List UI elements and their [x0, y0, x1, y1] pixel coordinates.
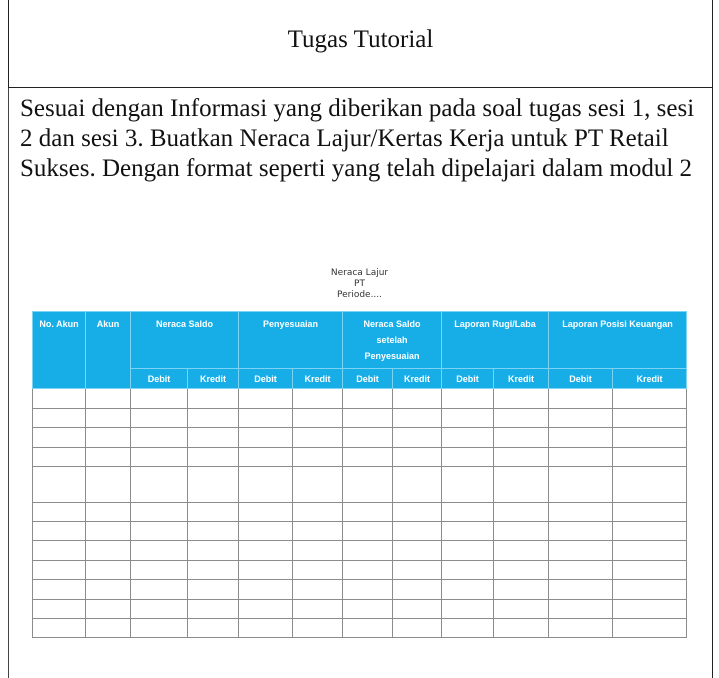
table-cell [442, 428, 494, 448]
table-cell [188, 409, 239, 428]
table-cell [239, 389, 293, 409]
table-cell [549, 561, 613, 580]
table-cell [549, 503, 613, 522]
header-debit: Debit [239, 369, 293, 389]
table-row [33, 428, 687, 448]
table-cell [131, 580, 188, 600]
caption-line-company: PT [354, 279, 365, 289]
table-cell [494, 541, 549, 561]
table-cell [549, 619, 613, 638]
table-cell [343, 541, 393, 561]
header-debit: Debit [549, 369, 613, 389]
table-cell [188, 600, 239, 619]
table-cell [494, 503, 549, 522]
table-row [33, 522, 687, 541]
table-cell [613, 467, 687, 503]
table-cell [393, 428, 442, 448]
header-debit: Debit [343, 369, 393, 389]
table-cell [239, 541, 293, 561]
table-cell [343, 448, 393, 467]
table-cell [613, 580, 687, 600]
table-cell [613, 389, 687, 409]
table-cell [86, 561, 131, 580]
table-cell [239, 428, 293, 448]
table-cell [131, 409, 188, 428]
header-akun: Akun [86, 312, 131, 389]
table-cell [343, 467, 393, 503]
table-cell [343, 600, 393, 619]
instruction-text: Sesuai dengan Informasi yang diberikan pada soal tugas sesi 1, sesi 2 dan sesi 3. Buatkan Neraca Lajur/Kertas Kerja untuk PT Retail Sukses. Dengan format seperti yang telah dipelajari dalam modul 2 [20, 95, 695, 182]
table-cell [239, 409, 293, 428]
table-cell [86, 448, 131, 467]
header-laporan-rugi-laba: Laporan Rugi/Laba [442, 312, 549, 369]
table-cell [188, 522, 239, 541]
table-cell [442, 409, 494, 428]
table-cell [188, 467, 239, 503]
table-cell [131, 522, 188, 541]
table-cell [613, 541, 687, 561]
table-cell [549, 428, 613, 448]
table-cell [33, 409, 86, 428]
table-cell [86, 541, 131, 561]
table-cell [613, 503, 687, 522]
table-cell [239, 561, 293, 580]
table-cell [494, 561, 549, 580]
table-cell [131, 428, 188, 448]
table-cell [549, 522, 613, 541]
table-cell [33, 561, 86, 580]
table-cell [613, 619, 687, 638]
table-cell [393, 448, 442, 467]
table-row [33, 541, 687, 561]
table-cell [86, 409, 131, 428]
table-cell [343, 428, 393, 448]
header-kredit: Kredit [494, 369, 549, 389]
table-cell [549, 467, 613, 503]
table-cell [293, 541, 343, 561]
table-cell [131, 541, 188, 561]
table-cell [442, 619, 494, 638]
header-kredit: Kredit [613, 369, 687, 389]
table-cell [442, 503, 494, 522]
header-kredit: Kredit [188, 369, 239, 389]
header-debit: Debit [131, 369, 188, 389]
table-cell [131, 467, 188, 503]
table-cell [239, 619, 293, 638]
table-row [33, 619, 687, 638]
table-cell [239, 448, 293, 467]
table-cell [293, 428, 343, 448]
table-row [33, 503, 687, 522]
table-cell [393, 619, 442, 638]
table-cell [494, 522, 549, 541]
table-cell [131, 561, 188, 580]
table-cell [549, 600, 613, 619]
table-cell [188, 561, 239, 580]
table-cell [33, 522, 86, 541]
table-row [33, 389, 687, 409]
table-cell [33, 619, 86, 638]
table-cell [393, 467, 442, 503]
table-cell [239, 503, 293, 522]
header-debit: Debit [442, 369, 494, 389]
table-cell [442, 448, 494, 467]
table-cell [293, 561, 343, 580]
table-cell [293, 448, 343, 467]
table-cell [293, 522, 343, 541]
table-cell [393, 580, 442, 600]
table-cell [494, 409, 549, 428]
table-cell [549, 541, 613, 561]
table-row [33, 409, 687, 428]
table-cell [33, 503, 86, 522]
table-cell [188, 580, 239, 600]
table-cell [188, 448, 239, 467]
table-row [33, 561, 687, 580]
table-cell [442, 600, 494, 619]
table-row [33, 600, 687, 619]
table-cell [494, 448, 549, 467]
table-cell [442, 580, 494, 600]
table-cell [33, 428, 86, 448]
table-cell [293, 389, 343, 409]
table-cell [293, 467, 343, 503]
table-cell [442, 541, 494, 561]
table-row [33, 580, 687, 600]
table-cell [239, 580, 293, 600]
table-cell [86, 522, 131, 541]
table-cell [549, 409, 613, 428]
table-cell [239, 522, 293, 541]
table-cell [188, 619, 239, 638]
table-cell [131, 619, 188, 638]
table-cell [293, 619, 343, 638]
table-cell [86, 467, 131, 503]
table-cell [494, 467, 549, 503]
table-cell [293, 409, 343, 428]
header-kredit: Kredit [393, 369, 442, 389]
worksheet-table [32, 311, 687, 638]
table-cell [494, 600, 549, 619]
table-cell [613, 600, 687, 619]
table-cell [494, 389, 549, 409]
table-cell [343, 561, 393, 580]
table-cell [343, 503, 393, 522]
table-cell [343, 522, 393, 541]
table-cell [293, 503, 343, 522]
table-cell [343, 580, 393, 600]
table-cell [33, 541, 86, 561]
caption-line-title: Neraca Lajur [330, 268, 389, 278]
header-kredit: Kredit [293, 369, 343, 389]
table-cell [442, 522, 494, 541]
table-cell [613, 561, 687, 580]
table-cell [393, 409, 442, 428]
table-cell [393, 503, 442, 522]
table-cell [343, 409, 393, 428]
page-title: Tugas Tutorial [287, 26, 434, 53]
table-cell [494, 580, 549, 600]
table-cell [239, 600, 293, 619]
table-cell [33, 467, 86, 503]
table-row [33, 467, 687, 503]
table-cell [343, 389, 393, 409]
header-row-debit-kredit [33, 369, 687, 389]
table-cell [393, 389, 442, 409]
table-cell [86, 503, 131, 522]
table-cell [33, 580, 86, 600]
table-cell [442, 467, 494, 503]
worksheet-caption [0, 268, 719, 301]
table-cell [393, 541, 442, 561]
table-cell [86, 428, 131, 448]
table-cell [188, 389, 239, 409]
table-cell [188, 541, 239, 561]
header-laporan-posisi-keuangan: Laporan Posisi Keuangan [549, 312, 687, 369]
table-cell [442, 389, 494, 409]
table-cell [393, 522, 442, 541]
table-cell [86, 580, 131, 600]
table-cell [393, 561, 442, 580]
table-cell [613, 428, 687, 448]
table-cell [549, 580, 613, 600]
table-cell [494, 428, 549, 448]
table-cell [293, 600, 343, 619]
table-cell [33, 389, 86, 409]
table-cell [188, 503, 239, 522]
table-cell [188, 428, 239, 448]
header-no-akun: No. Akun [33, 312, 86, 389]
table-cell [239, 467, 293, 503]
table-cell [33, 600, 86, 619]
table-cell [343, 619, 393, 638]
header-neraca-saldo: Neraca Saldo [131, 312, 239, 369]
table-cell [613, 409, 687, 428]
table-cell [131, 600, 188, 619]
table-cell [293, 580, 343, 600]
table-cell [442, 561, 494, 580]
table-cell [613, 522, 687, 541]
worksheet-body [33, 389, 687, 638]
table-cell [131, 448, 188, 467]
table-cell [494, 619, 549, 638]
table-cell [131, 503, 188, 522]
header-penyesuaian: Penyesuaian [239, 312, 343, 369]
table-cell [131, 389, 188, 409]
table-cell [86, 619, 131, 638]
table-row [33, 448, 687, 467]
table-cell [33, 448, 86, 467]
table-cell [86, 389, 131, 409]
table-cell [549, 389, 613, 409]
caption-line-period: Periode.... [336, 290, 383, 300]
header-row-groups [33, 312, 687, 369]
table-cell [86, 600, 131, 619]
header-neraca-saldo-setelah-penyesuaian: Neraca Saldo setelah Penyesuaian [343, 312, 442, 369]
table-cell [393, 600, 442, 619]
table-cell [613, 448, 687, 467]
table-cell [549, 448, 613, 467]
